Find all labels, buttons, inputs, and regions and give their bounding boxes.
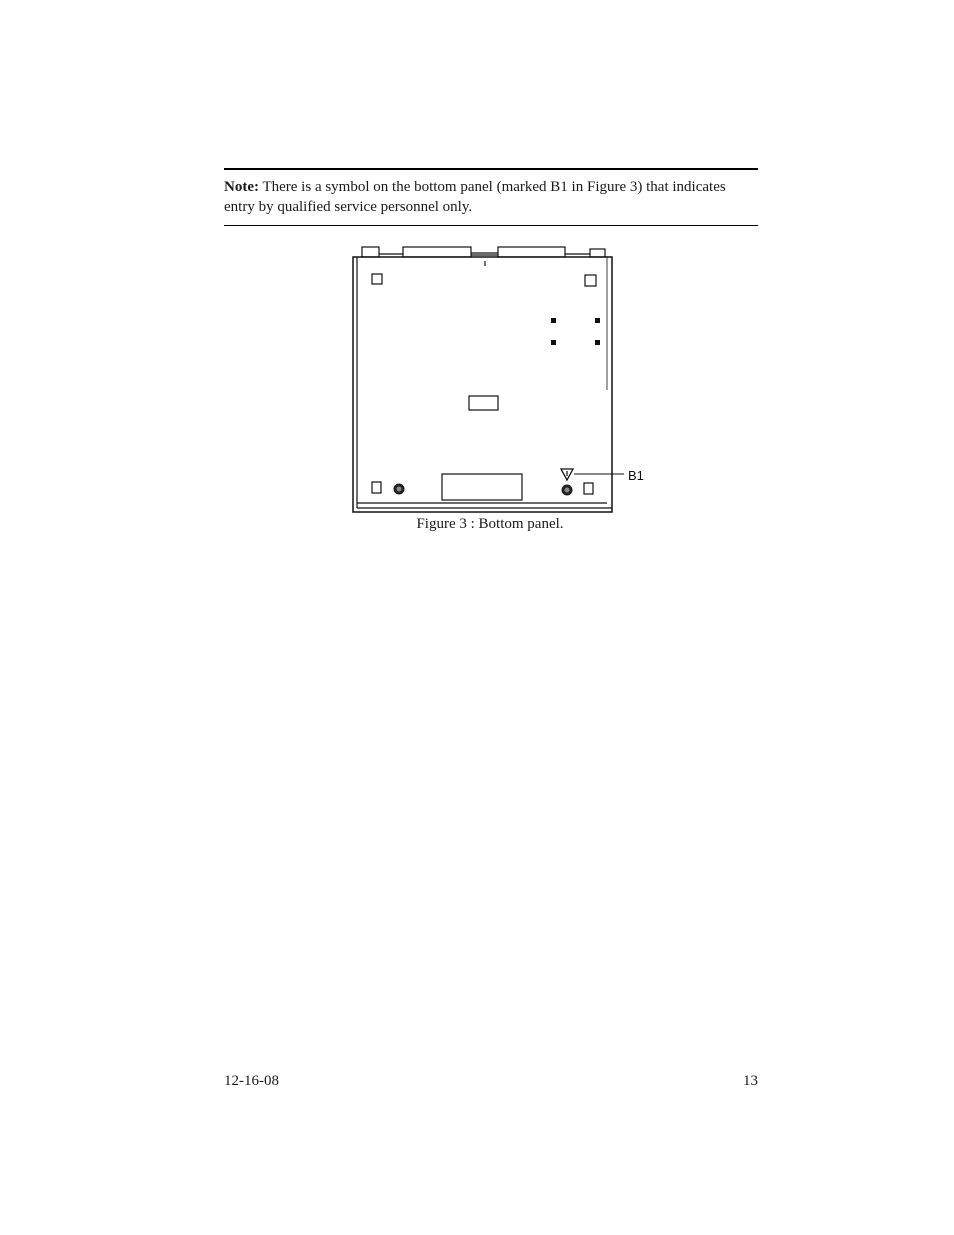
screw-icon xyxy=(394,484,405,495)
bottom-panel-drawing xyxy=(340,240,660,520)
bottom-label-window xyxy=(442,474,522,500)
top-divider xyxy=(224,168,758,170)
foot-marker xyxy=(551,340,556,345)
foot-marker xyxy=(595,318,600,323)
top-connector-left xyxy=(403,247,471,257)
bottom-divider xyxy=(224,225,758,226)
top-tab-right xyxy=(590,249,605,257)
corner-hole-top-left xyxy=(372,274,382,284)
footer-date: 12-16-08 xyxy=(224,1073,279,1089)
center-label-window xyxy=(469,396,498,410)
top-tab-left xyxy=(362,247,379,257)
warning-triangle-icon xyxy=(561,469,573,480)
foot-marker xyxy=(595,340,600,345)
callout-label-b1: B1 xyxy=(628,468,644,483)
corner-hole-bottom-left xyxy=(372,482,381,493)
corner-hole-bottom-right xyxy=(584,483,593,494)
note-label: Note: xyxy=(224,179,259,195)
foot-marker xyxy=(551,318,556,323)
page-number: 13 xyxy=(743,1073,758,1089)
screw-icon xyxy=(562,485,573,496)
figure-caption: Figure 3 : Bottom panel. xyxy=(416,516,564,532)
bottom-panel-figure xyxy=(340,240,660,520)
note-paragraph xyxy=(224,178,758,217)
corner-hole-top-right xyxy=(585,275,596,286)
top-connector-right xyxy=(498,247,565,257)
note-text: There is a symbol on the bottom panel (marked B1 in Figure 3) that indicates entry by qualified service personnel only. xyxy=(224,179,726,215)
